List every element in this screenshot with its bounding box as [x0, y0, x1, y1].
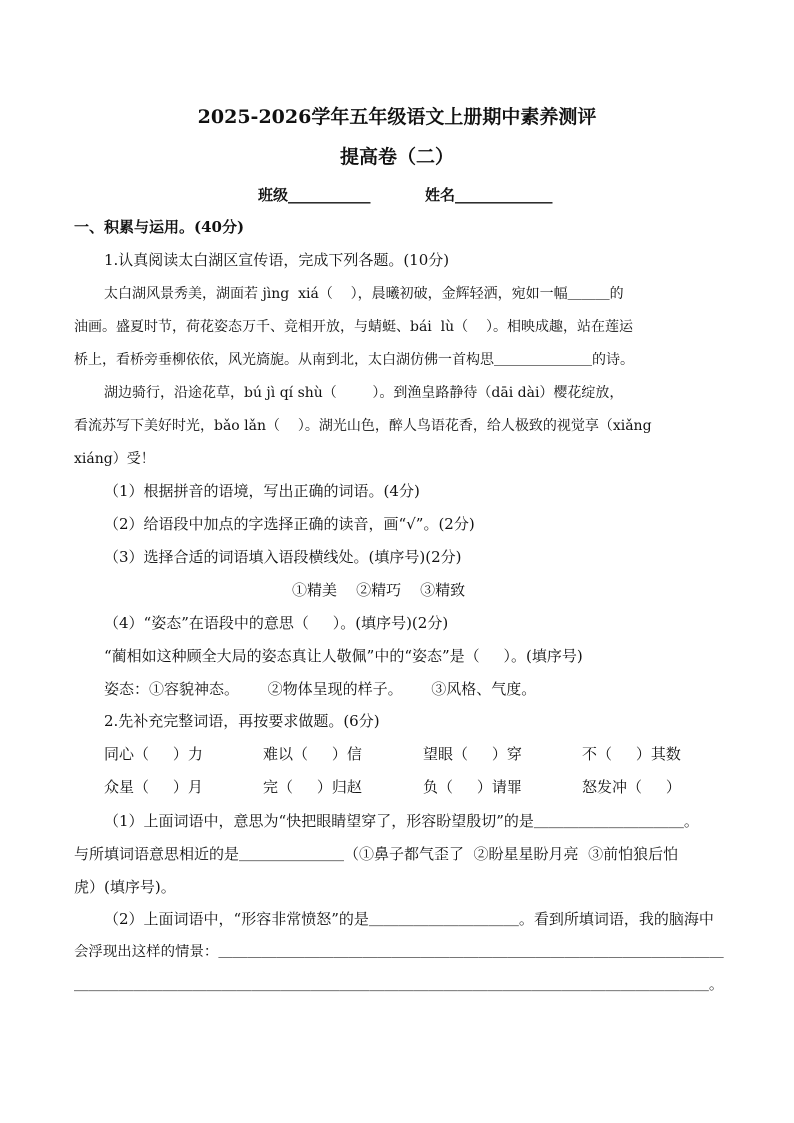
- sub-question: （3）选择合适的词语填入语段横线处。(填序号)(2分): [104, 548, 462, 566]
- sub-question: （1）上面词语中，意思为“快把眼睛望穿了，形容盼望殷切”的是＿＿＿＿＿＿＿＿＿＿。: [104, 812, 699, 830]
- passage-line: 湖边骑行，沿途花草，bú jì qí shù（ ）。到渔皇路静待（dāi dài）樱花绽放，: [104, 385, 624, 401]
- sub-question: 与所填词语意思相近的是＿＿＿＿＿＿＿（①鼻子都气歪了 ②盼星星盼月亮 ③前怕狼后怕: [74, 845, 679, 863]
- sub-question: （1）根据拼音的语境，写出正确的词语。(4分): [104, 482, 420, 500]
- page-subtitle: 提高卷（二）: [339, 146, 454, 168]
- section-heading: 一、积累与运用。(40分): [74, 218, 245, 236]
- idiom-blank: 望眼（ ）穿: [423, 745, 522, 763]
- answer-line: ＿＿＿＿＿＿＿＿＿＿＿＿＿＿＿＿＿＿＿＿＿＿＿＿＿＿＿＿＿＿＿＿＿＿＿＿＿＿＿＿＿＿＿。: [74, 976, 724, 993]
- definition-options: 姿态：①容貌神态。 ②物体呈现的样子。 ③风格、气度。: [104, 680, 537, 698]
- answer-line: 会浮现出这样的情景：＿＿＿＿＿＿＿＿＿＿＿＿＿＿＿＿＿＿＿＿＿＿＿＿＿＿＿＿＿＿＿＿＿＿＿: [74, 944, 724, 960]
- passage-line: 看流苏写下美好时光，bǎo lǎn（ ）。湖光山色，醉人鸟语花香，给人极致的视觉享（xiǎng: [74, 418, 652, 434]
- word-options: ①精美 ②精巧 ③精致: [292, 581, 466, 599]
- idiom-blank: 同心（ ）力: [104, 745, 203, 763]
- passage-line: 油画。盛夏时节，荷花姿态万千、竞相开放，与蜻蜓、bái lù（ ）。相映成趣，站在莲运: [74, 319, 633, 335]
- passage-line: 太白湖风景秀美，湖面若 jìng xiá（ ），晨曦初破，金辉轻洒，宛如一幅＿＿＿的: [104, 286, 624, 302]
- sub-question: （2）上面词语中，“形容非常愤怒”的是＿＿＿＿＿＿＿＿＿＿。看到所填词语，我的脑海中: [104, 910, 714, 928]
- question-2-prompt: 2.先补充完整词语，再按要求做题。(6分): [104, 712, 380, 730]
- idiom-blank: 怒发冲（ ）: [582, 778, 681, 796]
- sub-question: （4）“姿态”在语段中的意思（ ）。(填序号)(2分): [104, 614, 449, 632]
- class-field: 班级___________: [258, 186, 371, 204]
- page-title: 2025-2026学年五年级语文上册期中素养测评: [197, 106, 597, 128]
- idiom-blank: 难以（ ）信: [263, 745, 362, 763]
- name-field: 姓名_____________: [425, 186, 553, 204]
- passage-line: xiáng）受！: [74, 451, 155, 467]
- passage-line: 桥上，看桥旁垂柳依依，风光旖旎。从南到北，太白湖仿佛一首构思＿＿＿＿＿＿＿的诗。: [74, 352, 634, 368]
- sub-question: “蔺相如这种顾全大局的姿态真让人敬佩”中的“姿态”是（ ）。(填序号): [104, 647, 583, 665]
- idiom-blank: 完（ ）归赵: [263, 778, 362, 796]
- idiom-blank: 众星（ ）月: [104, 778, 203, 796]
- sub-question: （2）给语段中加点的字选择正确的读音，画“√”。(2分): [104, 515, 475, 533]
- idiom-blank: 负（ ）请罪: [423, 778, 522, 796]
- sub-question: 虎）(填序号)。: [74, 878, 176, 896]
- question-1-prompt: 1.认真阅读太白湖区宣传语，完成下列各题。(10分): [104, 251, 450, 269]
- idiom-blank: 不（ ）其数: [582, 745, 681, 763]
